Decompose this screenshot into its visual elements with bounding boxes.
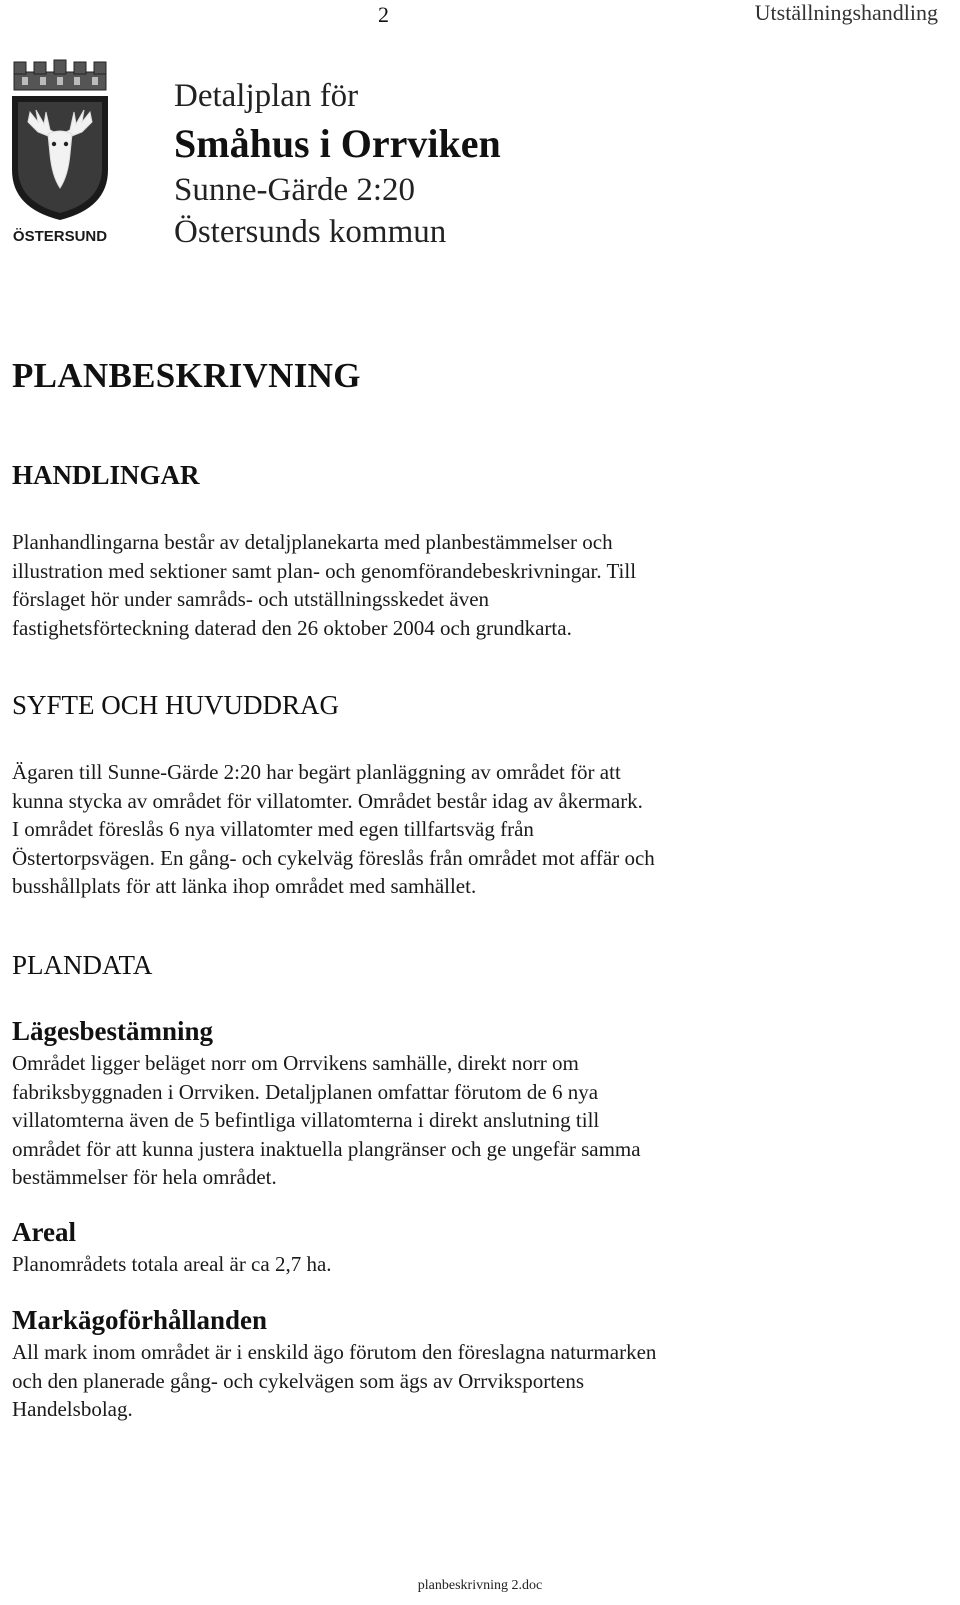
paragraph-line: bestämmelser för hela området. [12, 1165, 277, 1189]
paragraph-line: Området ligger beläget norr om Orrvikens samhälle, direkt norr om [12, 1051, 579, 1075]
property-designation: Sunne-Gärde 2:20 [174, 172, 416, 208]
paragraph-line: Planhandlingarna består av detaljplanekarta med planbestämmelser och [12, 530, 613, 554]
subsection-heading-lagesbestamning: Lägesbestämning [12, 1016, 214, 1046]
page-number: 2 [378, 2, 389, 27]
document-status: Utställningshandling [754, 0, 938, 25]
paragraph-line: busshållplats för att länka ihop området med samhället. [12, 874, 477, 898]
paragraph-line: förslaget hör under samråds- och utställningsskedet även [12, 587, 490, 611]
paragraph-handlingar [12, 528, 932, 642]
logo-text: ÖSTERSUND [12, 228, 108, 245]
paragraph-line: fabriksbyggnaden i Orrviken. Detaljplanen omfattar förutom de 6 nya [12, 1079, 599, 1104]
municipality-name: Östersunds kommun [174, 214, 447, 250]
paragraph-line: fastighetsförteckning daterad den 26 oktober 2004 och grundkarta. [12, 615, 572, 640]
paragraph-line: villatomterna även de 5 befintliga villatomterna i direkt anslutning till [12, 1108, 600, 1132]
section-heading-plandata: PLANDATA [12, 950, 153, 980]
subsection-heading-areal: Areal [12, 1217, 76, 1247]
paragraph-line: Ägaren till Sunne-Gärde 2:20 har begärt planläggning av området för att [12, 760, 621, 784]
paragraph-line: kunna stycka av området för villatomter. Området består idag av åkermark. [12, 788, 643, 813]
paragraph-areal [12, 1250, 932, 1279]
paragraph-line: Östertorpsvägen. En gång- och cykelväg föreslås från området mot affär och [12, 845, 655, 870]
paragraph-line: Planområdets totala areal är ca 2,7 ha. [12, 1252, 332, 1276]
paragraph-line: All mark inom området är i enskild ägo förutom den föreslagna naturmarken [12, 1340, 657, 1364]
municipality-logo [8, 58, 112, 248]
paragraph-line: området för att kunna justera inaktuella plangränser och ge ungefär samma [12, 1136, 641, 1161]
section-heading-handlingar: HANDLINGAR [12, 460, 200, 490]
subsection-heading-markagoforhallanden: Markägoförhållanden [12, 1305, 268, 1335]
footer-filename: planbeskrivning 2.doc [417, 1578, 543, 1593]
paragraph-syfte [12, 758, 932, 901]
paragraph-line: illustration med sektioner samt plan- och genomförandebeskrivningar. Till [12, 558, 637, 583]
plan-title: Småhus i Orrviken [174, 121, 501, 166]
paragraph-line: och den planerade gång- och cykelvägen som ägs av Orrviksportens [12, 1368, 585, 1393]
paragraph-markagoforhallanden [12, 1338, 932, 1424]
paragraph-line: I området föreslås 6 nya villatomter med egen tillfartsväg från [12, 817, 534, 841]
document-heading: PLANBESKRIVNING [12, 356, 361, 395]
paragraph-line: Handelsbolag. [12, 1397, 133, 1421]
section-heading-syfte: SYFTE OCH HUVUDDRAG [12, 690, 340, 720]
title-line-1: Detaljplan för [174, 78, 359, 114]
ostersund-coat-of-arms-icon [8, 58, 112, 248]
paragraph-lagesbestamning [12, 1049, 932, 1192]
